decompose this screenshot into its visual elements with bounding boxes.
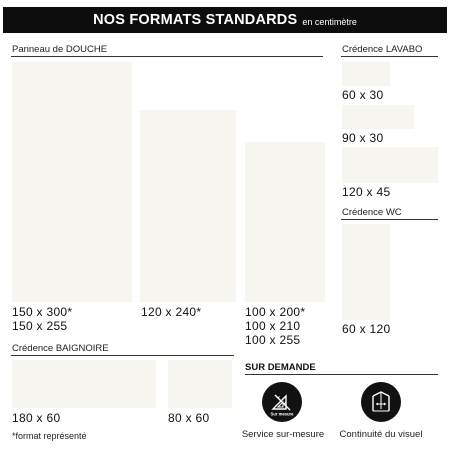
- divider: [11, 355, 234, 356]
- caption-continuite: Continuité du visuel: [339, 429, 423, 440]
- section-title-wc: Crédence WC: [342, 207, 402, 218]
- page-title: NOS FORMATS STANDARDS: [93, 12, 298, 28]
- size-label: 120 x 240*: [141, 305, 202, 319]
- size-label: 150 x 300* 150 x 255: [12, 305, 73, 333]
- set-square-ruler-icon: [262, 382, 302, 422]
- panel-lavabo-90x30: [342, 105, 414, 129]
- panel-baignoire-80x60: [168, 360, 232, 408]
- size-label: 90 x 30: [342, 131, 384, 145]
- size-label: 60 x 30: [342, 88, 384, 102]
- size-label: 120 x 45: [342, 185, 391, 199]
- panel-lavabo-60x30: [342, 62, 390, 86]
- panel-douche-120x240: [140, 110, 236, 302]
- panel-douche-150x300: [12, 62, 132, 302]
- divider: [341, 219, 438, 220]
- panel-douche-100x200: [245, 142, 325, 302]
- section-title-lavabo: Crédence LAVABO: [342, 44, 423, 55]
- caption-sur-mesure: Service sur-mesure: [241, 429, 325, 440]
- section-title-douche: Panneau de DOUCHE: [12, 44, 108, 55]
- page-subtitle: en centimètre: [302, 16, 357, 27]
- footnote: *format représenté: [12, 431, 87, 441]
- divider: [11, 56, 323, 57]
- wall-panel-continuity-icon: [361, 382, 401, 422]
- section-title-baignoire: Crédence BAIGNOIRE: [12, 343, 109, 354]
- size-label: 100 x 200* 100 x 210 100 x 255: [245, 305, 306, 347]
- size-label: 180 x 60: [12, 411, 61, 425]
- divider: [245, 374, 438, 375]
- panel-baignoire-180x60: [12, 360, 156, 408]
- size-label: 80 x 60: [168, 411, 210, 425]
- svg-text:Sur mesure: Sur mesure: [270, 411, 294, 417]
- section-title-sur-demande: SUR DEMANDE: [245, 362, 316, 373]
- divider: [341, 56, 438, 57]
- panel-lavabo-120x45: [342, 147, 438, 183]
- header-bar: [3, 7, 447, 33]
- size-label: 60 x 120: [342, 322, 391, 336]
- panel-wc-60x120: [342, 224, 390, 320]
